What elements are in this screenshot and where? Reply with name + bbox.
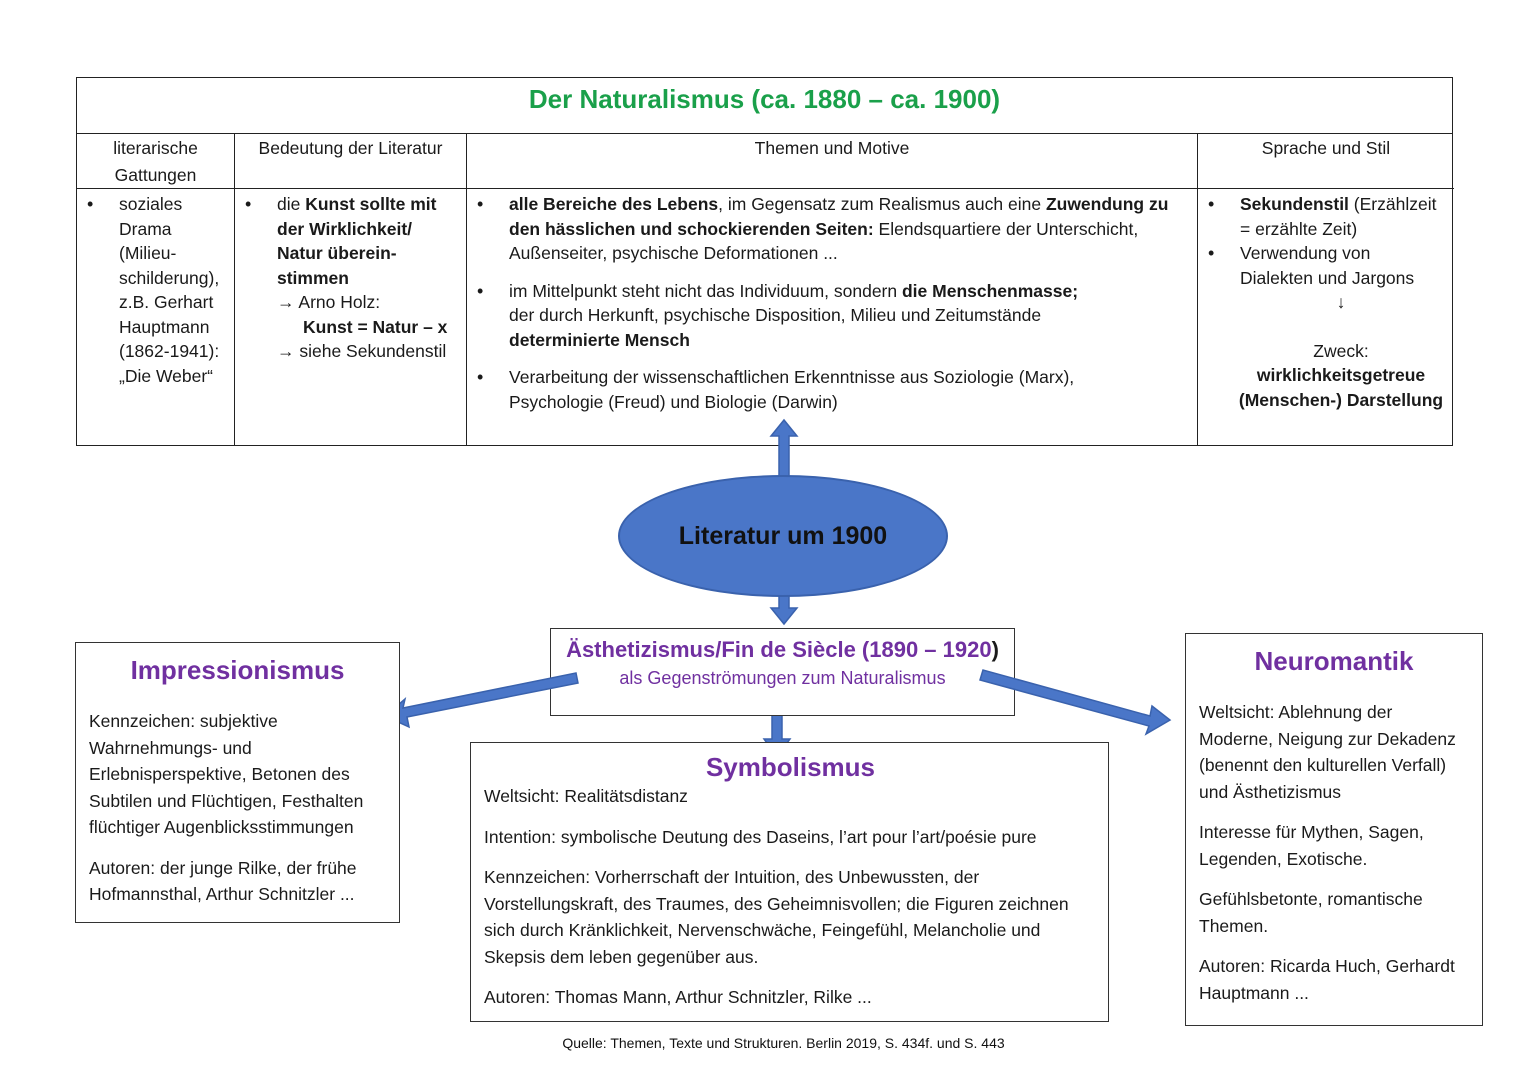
table-title: Der Naturalismus (ca. 1880 – ca. 1900) [528, 84, 1001, 114]
list-item: • Verwendung von Dialekten und Jargons [1198, 241, 1454, 290]
zweck-block: ↓ Zweck: wirklichkeitsgetreue (Menschen-) Darstellung [1198, 290, 1454, 412]
aesthetizismus-box: Ästhetizismus/Fin de Siècle (1890 – 1920) als Gegenströmungen zum Naturalismus [550, 628, 1015, 716]
neuromantik-autoren: Autoren: Ricarda Huch, Gerhardt Hauptmann ... [1199, 956, 1455, 1003]
symbolismus-autoren: Autoren: Thomas Mann, Arthur Schnitzler, Rilke ... [484, 987, 872, 1007]
column-header-bedeutung: Bedeutung der Literatur [235, 134, 466, 189]
neuromantik-gefuehl: Gefühlsbetonte, romantische Themen. [1199, 889, 1423, 936]
formula: Kunst = Natur – x [303, 316, 448, 337]
center-label: Literatur um 1900 [678, 521, 888, 550]
symbolismus-box [470, 742, 1109, 1022]
symbolismus-title: Symbolismus [705, 752, 876, 782]
symbolismus-weltsicht: Weltsicht: Realitätsdistanz [484, 786, 688, 806]
list-item: • soziales Drama (Milieu- schilderung), z.B. Gerhart Hauptmann (1862-1941): „Die Weber“ [77, 192, 234, 388]
column-header-sprache: Sprache und Stil [1198, 134, 1454, 189]
arrow-left-icon [385, 673, 578, 727]
aesthetizismus-subtitle: als Gegenströmungen zum Naturalismus [619, 668, 946, 688]
column-header-gattungen: literarische Gattungen [77, 134, 234, 189]
down-arrow-icon: ↓ [1336, 292, 1346, 312]
column-header-themen: Themen und Motive [467, 134, 1197, 189]
list-item: • Sekundenstil (Erzählzeit = erzählte Zeit) [1198, 192, 1454, 241]
impressionismus-title: Impressionismus [130, 655, 345, 685]
symbolismus-intention: Intention: symbolische Deutung des Daseins, l’art pour l’art/poésie pure [484, 826, 1037, 847]
impressionismus-box [75, 642, 400, 923]
list-item: • Verarbeitung der wissenschaftlichen Erkenntnisse aus Soziologie (Marx), Psychologie (Freud) und Biologie (Darwin) [467, 365, 1197, 414]
symbolismus-kennzeichen: Kennzeichen: Vorherrschaft der Intuition, des Unbewussten, der Vorstellungskraft, des Traumes, des Geheimnisvollen; die Figuren zeichnen sich durch Kränklichkeit, Nervenschwäche, Feingefühl, Melancholie und Skepsis dem leben gegenüber aus. [484, 867, 1069, 967]
list-item: • die Kunst sollte mit der Wirklichkeit/ Natur überein- stimmen → Arno Holz: Kunst = Natur – x → siehe Sekundenstil [235, 192, 466, 364]
neuromantik-box [1185, 633, 1483, 1026]
impressionismus-kennzeichen: Kennzeichen: subjektive Wahrnehmungs- und Erlebnisperspektive, Betonen des Subtilen und Flüchtigen, Festhalten flüchtiger Augenblicksstimmungen [89, 711, 364, 837]
arrow-right-icon [980, 670, 1170, 734]
list-item: • im Mittelpunkt steht nicht das Individuum, sondern die Menschenmasse; der durch Herkunft, psychische Disposition, Milieu und Zeitumstände determinierte Mensch [467, 279, 1197, 353]
source-citation: Quelle: Themen, Texte und Strukturen. Berlin 2019, S. 434f. und S. 443 [562, 1035, 1005, 1051]
aesthetizismus-title: Ästhetizismus/Fin de Siècle (1890 – 1920 [566, 637, 992, 662]
neuromantik-weltsicht: Weltsicht: Ablehnung der Moderne, Neigung zur Dekadenz (benennt den kulturellen Verfall) und Ästhetizismus [1199, 702, 1456, 802]
impressionismus-autoren: Autoren: der junge Rilke, der frühe Hofmannsthal, Arthur Schnitzler ... [89, 857, 357, 904]
neuromantik-title: Neuromantik [1254, 646, 1414, 676]
neuromantik-interesse: Interesse für Mythen, Sagen, Legenden, Exotische. [1199, 822, 1424, 869]
list-item: • alle Bereiche des Lebens, im Gegensatz zum Realismus auch eine Zuwendung zu den hässlichen und schockierenden Seiten: Elendsquartiere der Unterschicht, Außenseiter, psychische Deformationen ... [467, 192, 1197, 266]
